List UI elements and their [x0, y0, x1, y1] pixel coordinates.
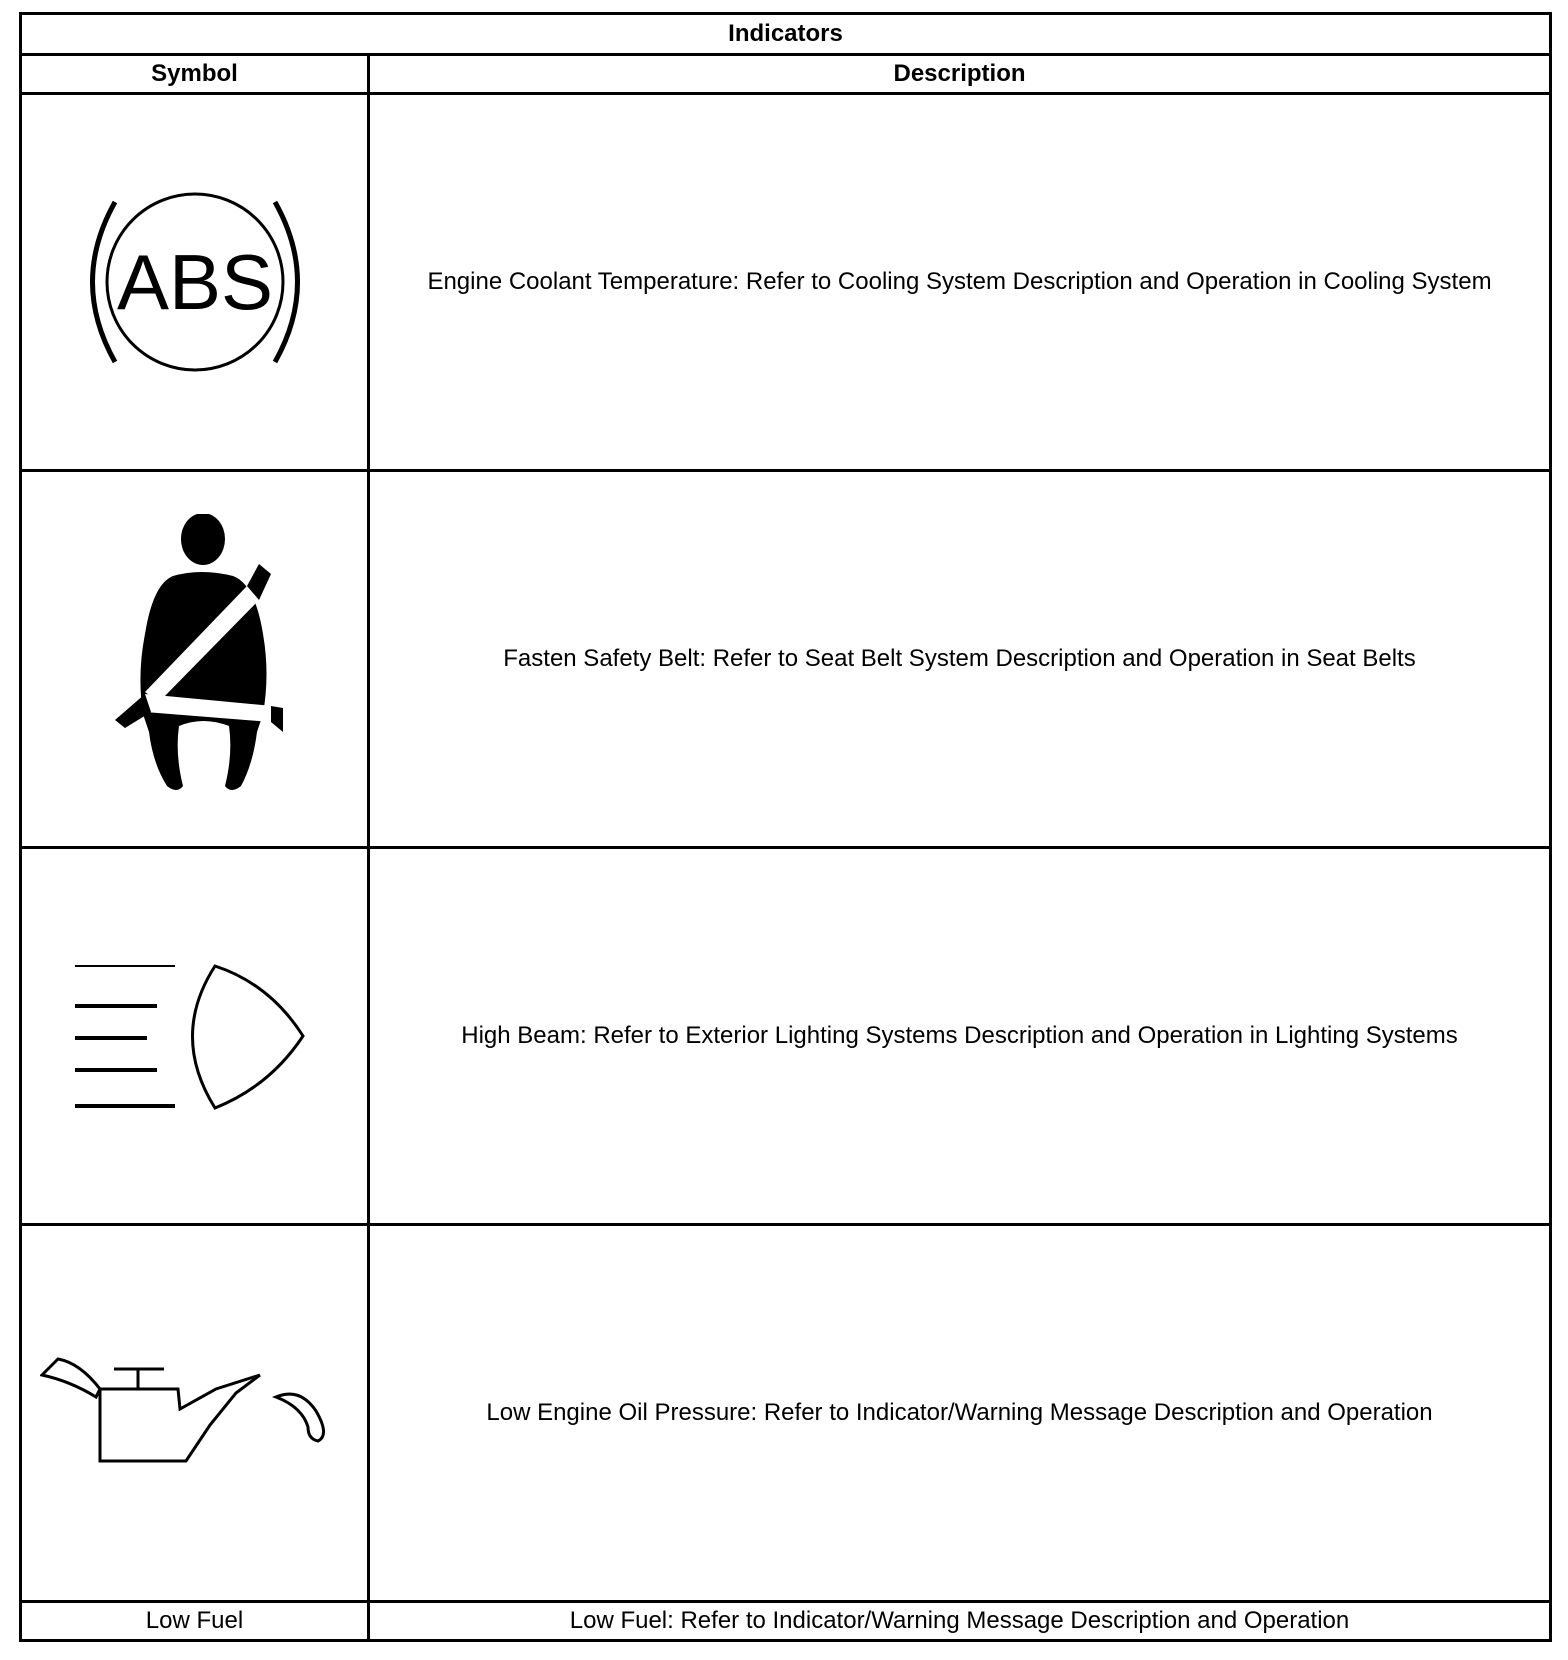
table-header-row	[21, 55, 1551, 94]
oil-can-icon	[40, 1353, 350, 1473]
table-row	[21, 94, 1551, 471]
table-row	[21, 1225, 1551, 1602]
abs-icon	[75, 187, 315, 377]
symbol-cell	[21, 1225, 369, 1602]
symbol-cell	[21, 848, 369, 1225]
symbol-cell: Low Fuel	[21, 1602, 369, 1641]
indicators-table	[19, 12, 1552, 1642]
symbol-cell	[21, 471, 369, 848]
table-row	[21, 1602, 1551, 1641]
symbol-column-header: Symbol	[21, 55, 369, 94]
description-cell: Low Fuel: Refer to Indicator/Warning Message Description and Operation	[369, 1602, 1551, 1641]
table-row	[21, 471, 1551, 848]
description-cell: High Beam: Refer to Exterior Lighting Systems Description and Operation in Lighting Systems	[369, 848, 1551, 1225]
description-column-header: Description	[369, 55, 1551, 94]
table-title: Indicators	[21, 14, 1551, 55]
abs-icon-label: ABS	[116, 238, 273, 326]
description-cell: Engine Coolant Temperature: Refer to Cooling System Description and Operation in Cooling System	[369, 94, 1551, 471]
description-cell: Fasten Safety Belt: Refer to Seat Belt System Description and Operation in Seat Belts	[369, 471, 1551, 848]
high-beam-icon	[75, 956, 315, 1116]
table-row	[21, 848, 1551, 1225]
table-title-row	[21, 14, 1551, 55]
symbol-cell	[21, 94, 369, 471]
description-cell: Low Engine Oil Pressure: Refer to Indicator/Warning Message Description and Operation	[369, 1225, 1551, 1602]
seat-belt-icon	[105, 514, 285, 804]
